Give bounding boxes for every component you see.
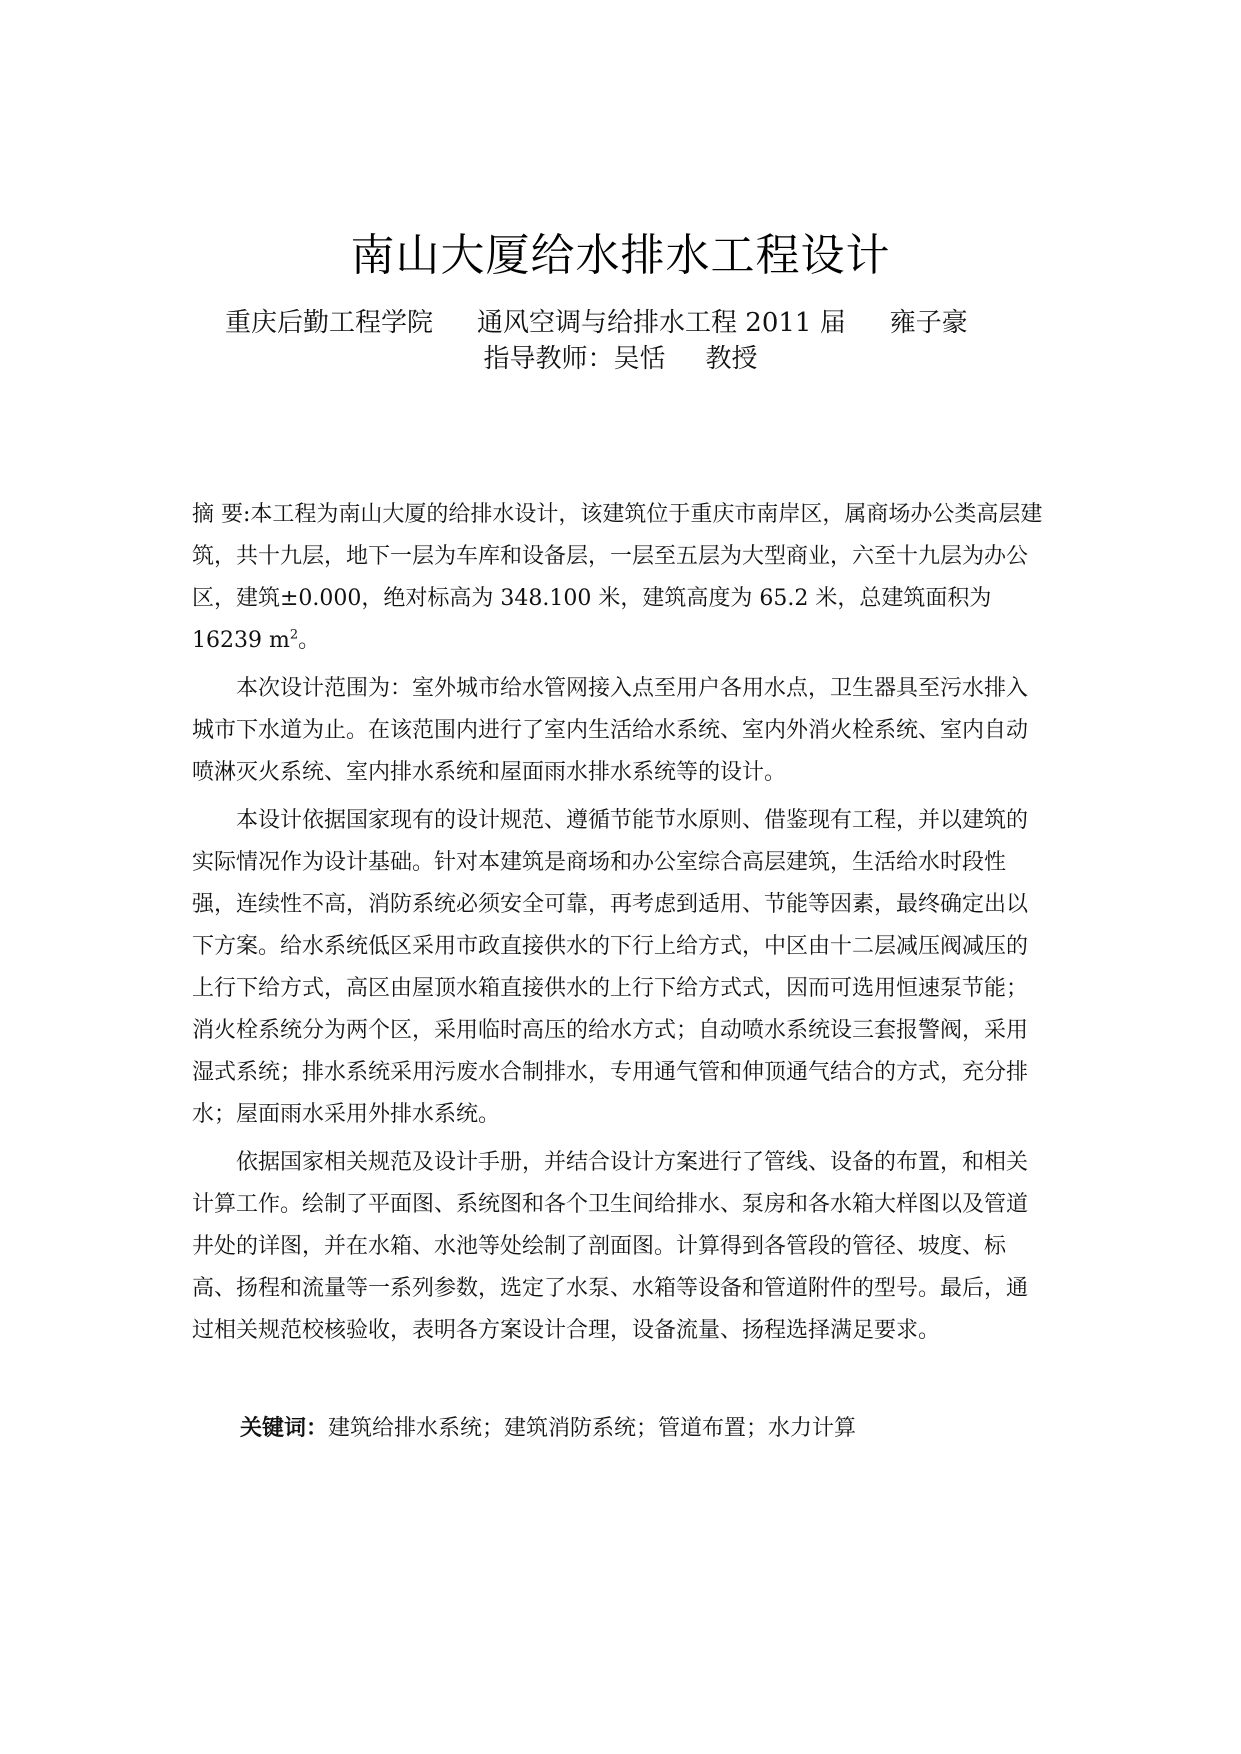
- author-name: 雍子豪: [889, 308, 968, 338]
- advisor-rank: 教授: [705, 344, 758, 374]
- keywords-label: 关键词：: [240, 1415, 329, 1441]
- keywords-line: [240, 1410, 1040, 1447]
- program-name: 通风空调与给排水工程 2011 届: [477, 308, 846, 338]
- abstract-paragraph-3: 本设计依据国家现有的设计规范、遵循节能节水原则、借鉴现有工程，并以建筑的实际情况作为设计基础。针对本建筑是商场和办公室综合高层建筑，生活给水时段性强，连续性不高，消防系统必须安全可靠，再考虑到适用、节能等因素，最终确定出以下方案。给水系统低区采用市政直接供水的下行上给方式，中区由十二层减压阀减压的上行下给方式，高区由屋顶水箱直接供水的上行下给方式式，因而可选用恒速泵节能；消火栓系统分为两个区，采用临时高压的给水方式；自动喷水系统设三套报警阀，采用湿式系统；排水系统采用污废水合制排水，专用通气管和伸顶通气结合的方式，充分排水；屋面雨水采用外排水系统。: [192, 808, 1029, 1127]
- document-title: 南山大厦给水排水工程设计: [350, 230, 891, 281]
- area-unit-superscript: 2: [289, 627, 299, 643]
- keywords-text: 建筑给排水系统；建筑消防系统；管道布置；水力计算: [328, 1416, 857, 1441]
- author-line: [225, 305, 1045, 341]
- abstract-paragraph-2: 本次设计范围为：室外城市给水管网接入点至用户各用水点，卫生器具至污水排入城市下水道为止。在该范围内进行了室内生活给水系统、室内外消火栓系统、室内自动喷淋灭火系统、室内排水系统和屋面雨水排水系统等的设计。: [192, 676, 1029, 785]
- abstract-paragraph-1-end: 。: [298, 628, 321, 653]
- abstract-paragraph-1: [192, 494, 1048, 662]
- abstract-paragraph-4: 依据国家相关规范及设计手册，并结合设计方案进行了管线、设备的布置，和相关计算工作。绘制了平面图、系统图和各个卫生间给排水、泵房和各水箱大样图以及管道井处的详图，并在水箱、水池等处绘制了剖面图。计算得到各管段的管径、坡度、标高、扬程和流量等一系列参数，选定了水泵、水箱等设备和管道附件的型号。最后，通过相关规范校核验收，表明各方案设计合理，设备流量、扬程选择满足要求。: [192, 1150, 1029, 1343]
- school-name: 重庆后勤工程学院: [225, 308, 434, 338]
- advisor-line: [0, 341, 1241, 377]
- abstract-paragraph-1-text: 摘 要:本工程为南山大厦的给排水设计，该建筑位于重庆市南岸区，属商场办公类高层建筑，共十九层，地下一层为车库和设备层，一层至五层为大型商业，六至十九层为办公区，建筑±0.000，绝对标高为 348.100 米，建筑高度为 65.2 米，总建筑面积为 16239 m: [192, 502, 1043, 653]
- abstract-section: [192, 494, 1048, 1358]
- advisor-label: 指导教师：吴恬: [483, 344, 666, 374]
